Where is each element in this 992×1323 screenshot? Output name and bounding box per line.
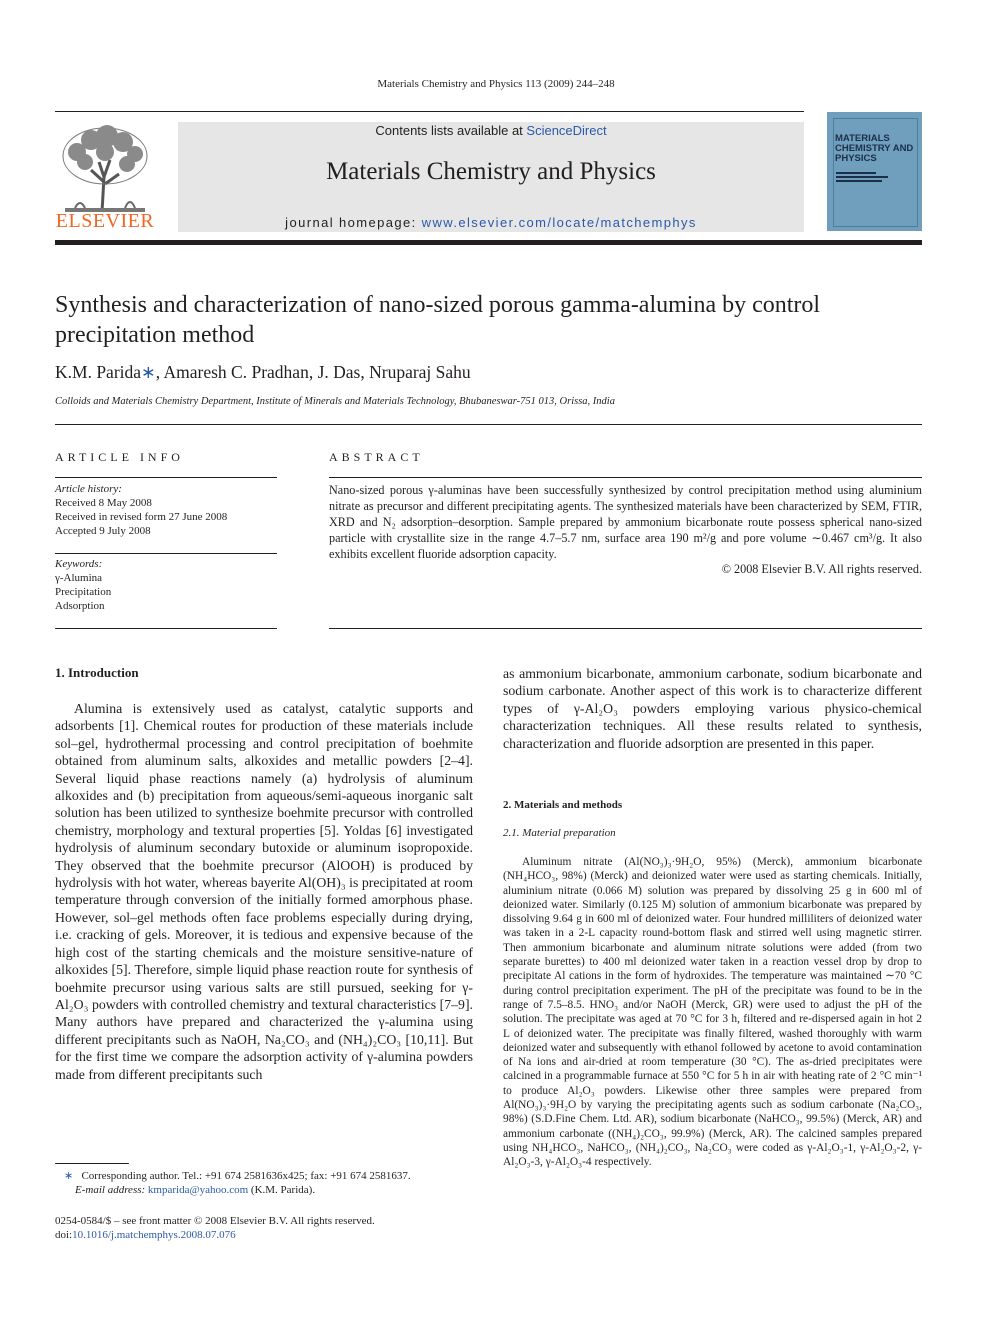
article-history — [55, 482, 277, 538]
running-head: Materials Chemistry and Physics 113 (2009) 244–248 — [377, 78, 615, 90]
body-paragraph: as ammonium bicarbonate, ammonium carbonate, sodium bicarbonate and sodium carbonate. Another aspect of this work is to characterize different types of γ-Al₂O₃ powders employing various physico-chemical characterization techniques. All these results related to synthesis, characterization and fluoride adsorption are presented in this paper. — [503, 666, 922, 751]
methods-text — [503, 855, 922, 1170]
keyword: Precipitation — [55, 586, 112, 598]
keyword: Adsorption — [55, 600, 105, 612]
email-link[interactable]: kmparida@yahoo.com — [147, 1184, 249, 1196]
keywords-label: Keywords: — [55, 558, 103, 570]
issn-line: 0254-0584/$ – see front matter © 2008 Elsevier B.V. All rights reserved. — [55, 1215, 375, 1227]
homepage-line — [178, 215, 804, 230]
keywords — [55, 557, 277, 613]
divider — [329, 628, 922, 629]
author-name[interactable]: Amaresh C. Pradhan — [163, 362, 309, 382]
divider — [55, 424, 922, 425]
footnote — [55, 1169, 485, 1197]
cover-title: MATERIALS CHEMISTRY AND PHYSICS — [835, 133, 914, 164]
publisher-logo-text: ELSEVIER — [55, 210, 155, 232]
header-rule-bottom — [55, 240, 922, 245]
affiliation: Colloids and Materials Chemistry Department, Institute of Minerals and Materials Technology, Bhubaneswar-751 013, Orissa, India — [55, 396, 615, 407]
author-name[interactable]: J. Das — [317, 362, 361, 382]
corresponding-mark[interactable]: ∗ — [141, 362, 156, 382]
article-title: Synthesis and characterization of nano-sized porous gamma-alumina by control precipitation method — [55, 292, 821, 348]
divider — [329, 477, 922, 478]
history-accepted: Accepted 9 July 2008 — [55, 525, 151, 537]
sciencedirect-link[interactable]: ScienceDirect — [526, 123, 607, 138]
doi-prefix: doi: — [55, 1229, 73, 1241]
footnote-rule — [55, 1163, 129, 1164]
article-info-heading: ARTICLE INFO — [55, 450, 184, 464]
body-paragraph: Alumina is extensively used as catalyst, catalytic supports and adsorbents [1]. Chemical routes for production of these materials include sol–gel, hydrothermal processing and control precipitation of boehmite obtained from aluminum salts, alkoxides and metallic powders [2–4]. Several liquid phase reactions namely (a) hydrolysis of aluminum alkoxides and (b) precipitation from aqueous/semi-aqueous inorganic salt solution has been utilized to synthesize boehmite precursor with controlled chemistry, morphology and textural properties [5]. Yoldas [6] investigated hydrolysis of aluminum secondary butoxide or aluminum isopropoxide. They observed that the boehmite precursor (AlOOH) is produced by hydrolysis with hot water, whereas bayerite Al(OH)₃ is precipitated at room temperature through conversion of the initially formed amorphous phase. However, sol–gel methods often face problems especially during drying, i.e. cracking of gels. Moreover, it is tedious and expensive because of the high cost of the starting chemicals and the moisture sensitive-nature of alkoxides [5]. Therefore, simple liquid phase reaction route for synthesis of boehmite precursor using various salts are still pursued, seeking for γ-Al₂O₃ powders with controlled chemistry and textural characteristics [7–9]. Many authors have prepared and characterized the γ-alumina using different precipitants such as NaOH, Na₂CO₃ and (NH₄)₂CO₃ [10,11]. But for the first time we compare the adsorption activity of γ-alumina powders made from different precipitants such — [55, 701, 473, 1082]
keyword: γ-Alumina — [55, 572, 103, 584]
material-preparation-heading: 2.1. Material preparation — [503, 827, 616, 839]
copyright: © 2008 Elsevier B.V. All rights reserved. — [721, 562, 922, 576]
homepage-prefix: journal homepage: — [285, 215, 422, 230]
methods-heading: 2. Materials and methods — [503, 799, 623, 811]
email-label: E-mail address: — [75, 1184, 146, 1196]
introduction-column-1 — [55, 700, 473, 1083]
author-list: K.M. Parida∗, Amaresh C. Pradhan, J. Das, Nruparaj Sahu — [55, 362, 471, 382]
abstract-text: Nano-sized porous γ-aluminas have been successfully synthesized by control precipitation method using aluminium nitrate as precursor and different precipitating agents. The synthesized materials have been characterized by SEM, FTIR, XRD and N₂ adsorption–desorption. Sample prepared by ammonium bicarbonate route possess spherical nano-sized particle with crystallite size in the range 4.7–5.7 nm, surface area 190 m²/g and pore volume ∼0.467 cm³/g. It also exhibits excellent fluoride adsorption capacity. — [329, 483, 922, 561]
author-name[interactable]: Nruparaj Sahu — [369, 362, 471, 382]
footnote-mark: ∗ — [64, 1170, 74, 1182]
introduction-column-2 — [503, 665, 922, 752]
divider — [55, 628, 277, 629]
email-suffix: (K.M. Parida). — [250, 1184, 316, 1196]
history-revised: Received in revised form 27 June 2008 — [55, 511, 228, 523]
header-rule-top — [55, 111, 804, 112]
homepage-link[interactable]: www.elsevier.com/locate/matchemphys — [421, 215, 697, 230]
elsevier-logo — [55, 122, 155, 234]
journal-name: Materials Chemistry and Physics — [326, 158, 656, 185]
history-received: Received 8 May 2008 — [55, 497, 152, 509]
abstract-heading: ABSTRACT — [329, 450, 424, 464]
doi-link[interactable]: 10.1016/j.matchemphys.2008.07.076 — [72, 1229, 236, 1241]
journal-cover-image — [827, 112, 922, 231]
introduction-heading: 1. Introduction — [55, 665, 139, 680]
footnote-text: Corresponding author. Tel.: +91 674 2581636x425; fax: +91 674 2581637. — [81, 1170, 411, 1182]
divider — [55, 553, 277, 554]
front-matter — [55, 1214, 485, 1242]
contents-line — [178, 123, 804, 138]
divider — [55, 477, 277, 478]
contents-prefix: Contents lists available at — [375, 123, 527, 138]
history-label: Article history: — [55, 483, 122, 495]
author-name[interactable]: K.M. Parida — [55, 362, 142, 382]
body-paragraph: Aluminum nitrate (Al(NO₃)₃·9H₂O, 95%) (Merck), ammonium bicarbonate (NH₄HCO₃, 98%) (Merck) and deionized water were used as starting chemicals. Initially, aluminium nitrate (0.066 M) solution was prepared by dissolving 25 g in 600 ml of deionized water. Similarly (0.125 M) solution of ammonium bicarbonate was prepared by dissolving 9.64 g in 600 ml of deionized water. Four hundred milliliters of deionized water was taken in a 2-L capacity round-bottom flask and stirred well using magnetic stirrer. Then ammonium bicarbonate and aluminum nitrate solutions were added (from two separate burettes) to 400 ml deionized water taken in a reaction vessel drop by drop to precipitate Al cations in the form of hydroxides. The temperature was maintained ∼70 °C during control precipitation experiment. The pH of the precipitate was found to be in the range of 7.5–8.5. HNO₃ and/or NaOH (Merck, GR) were used to adjust the pH of the solution. The precipitate was aged at 70 °C for 3 h, filtered and re-dispersed again in hot 2 L of deionized water. The precipitate was finally filtered, washed thoroughly with warm deionized water and subsequently with ethanol followed by acetone to avoid contamination of Na ions and air-dried at room temperature (30 °C). The as-dried precipitates were calcined in a programmable furnace at 550 °C for 5 h in air with heating rate of 2 °C min⁻¹ to produce Al₂O₃ powders. Likewise other three samples were prepared from Al(NO₃)₃·9H₂O by varying the precipitating agents such as sodium carbonate (Na₂CO₃, 98%) (S.D.Fine Chem. Ltd. AR), sodium bicarbonate (NaHCO₃, 99.5%) (Merck, AR) and ammonium carbonate ((NH₄)₂CO₃, 99.9%) (Merck, AR). The calcined samples prepared using NH₄HCO₃, NaHCO₃, (NH₄)₂CO₃, Na₂CO₃ were coded as γ-Al₂O₃-1, γ-Al₂O₃-2, γ-Al₂O₃-3, γ-Al₂O₃-4 respectively. — [503, 856, 922, 1169]
